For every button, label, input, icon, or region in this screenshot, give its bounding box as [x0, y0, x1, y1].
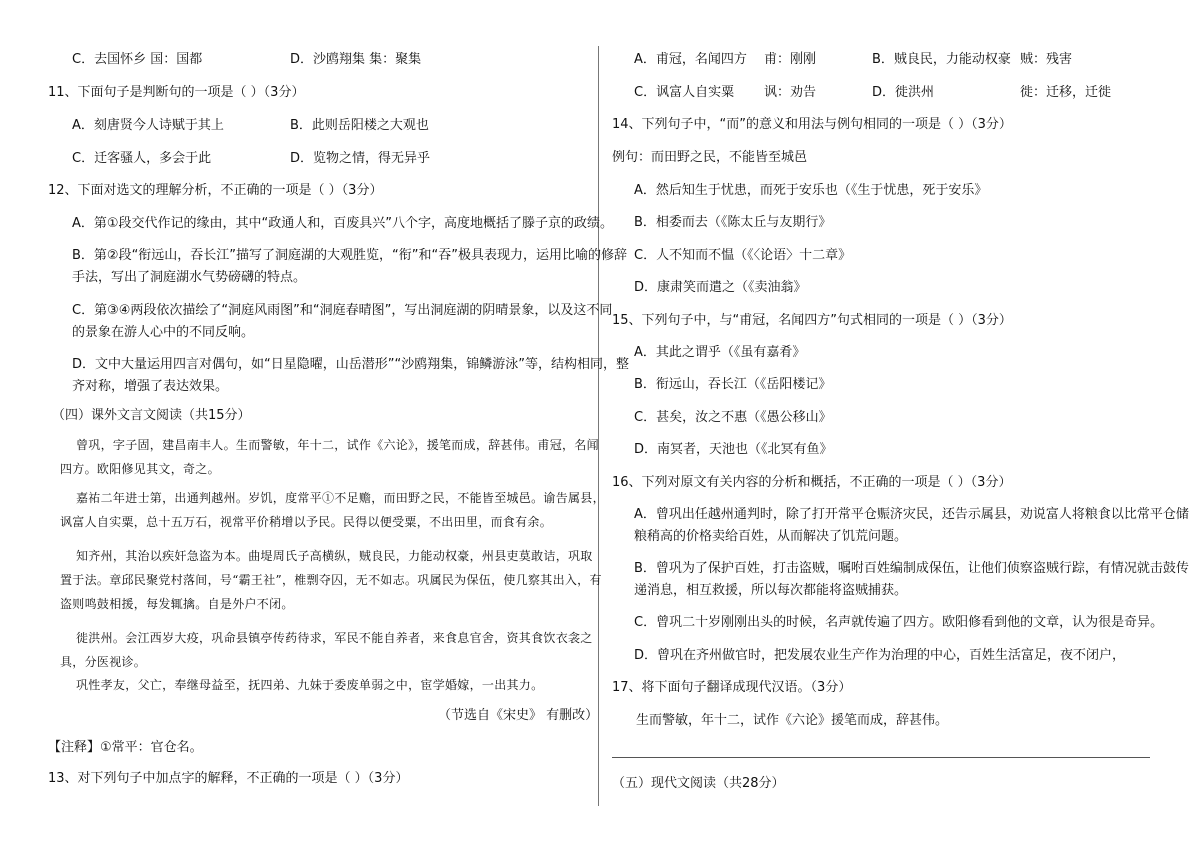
- q11-option-b: B．此则岳阳楼之大观也: [290, 118, 429, 133]
- q13-option-c-gloss: 讽：劝告: [764, 85, 817, 100]
- q15-option-b: B．衔远山，吞长江（《岳阳楼记》: [634, 377, 832, 392]
- passage-p3-line3: 盗则鸣鼓相援，每发辄擒。自是外户不闭。: [60, 597, 294, 611]
- q13-option-a-gloss: 甫：刚刚: [764, 52, 817, 67]
- q13-option-c: C．讽富人自实粟: [634, 85, 735, 100]
- q15-option-c: C．甚矣，汝之不惠（《愚公移山》: [634, 410, 832, 425]
- q12-option-c-line1: C．第③④两段依次描绘了“洞庭风雨图”和“洞庭春晴图”，写出洞庭湖的阴晴景象，以及这不同: [72, 303, 613, 318]
- annotation-note: 【注释】①常平：官仓名。: [48, 740, 203, 755]
- q11-option-a: A．刻唐贤今人诗赋于其上: [72, 118, 224, 133]
- q16-option-c: C．曾巩二十岁刚刚出头的时候，名声就传遍了四方。欧阳修看到他的文章，认为很是奇异。: [634, 615, 1164, 630]
- q13-stem: 13、对下列句子中加点字的解释，不正确的一项是（ ）（3分）: [48, 771, 409, 786]
- answer-line: [612, 757, 1150, 758]
- q11-option-c: C．迁客骚人，多会于此: [72, 151, 212, 166]
- q14-option-a: A．然后知生于忧患，而死于安乐也（《生于忧患，死于安乐》: [634, 183, 988, 198]
- q11-stem: 11、下面句子是判断句的一项是（ ）（3分）: [48, 85, 305, 100]
- q12-option-b-line1: B．第②段“衔远山，吞长江”描写了洞庭湖的大观胜览，“衔”和“吞”极具表现力，运用比喻的修辞: [72, 248, 627, 263]
- q13-option-b: B．贼良民，力能动权豪: [872, 52, 1011, 67]
- q10-option-d: D．沙鸥翔集 集：聚集: [290, 52, 422, 67]
- q12-option-d-line2: 齐对称，增强了表达效果。: [72, 379, 229, 394]
- passage-p4-line2: 具，分医视诊。: [60, 655, 147, 669]
- q13-option-b-gloss: 贼：残害: [1020, 52, 1073, 67]
- q12-option-b-line2: 手法，写出了洞庭湖水气势磅礴的特点。: [72, 270, 307, 285]
- q12-option-a: A．第①段交代作记的缘由，其中“政通人和，百废具兴”八个字，高度地概括了滕子京的政绩。: [72, 216, 614, 231]
- q15-stem: 15、下列句子中，与“甫冠，名闻四方”句式相同的一项是（ ）（3分）: [612, 313, 1012, 328]
- passage-p3-line2: 置于法。章邱民聚党村落间，号“霸王社”，椎剽夺囚，无不如志。巩属民为保伍，使几察其出入，有: [60, 573, 602, 587]
- q14-option-d: D．康肃笑而遣之（《卖油翁》: [634, 280, 807, 295]
- q15-option-d: D．南冥者，天池也（《北冥有鱼》: [634, 442, 833, 457]
- passage-p3-line1: 知齐州，其治以疾奸急盗为本。曲堤周氏子高横纵，贼良民，力能动权豪，州县吏莫敢诘，巩取: [76, 549, 593, 563]
- passage-p4-line1: 徙洪州。会江西岁大疫，巩命县镇亭传药待求，军民不能自养者，来食息官舍，资其食饮衣衾之: [76, 631, 593, 645]
- q16-option-a-line1: A．曾巩出任越州通判时，除了打开常平仓赈济灾民，还告示属县，劝说富人将粮食以比常平仓储: [634, 507, 1189, 522]
- q13-option-d-gloss: 徙：迁移，迁徙: [1020, 85, 1112, 100]
- q16-stem: 16、下列对原文有关内容的分析和概括，不正确的一项是（ ）（3分）: [612, 475, 1012, 490]
- q16-option-b-line1: B．曾巩为了保护百姓，打击盗贼，嘱咐百姓编制成保伍，让他们侦察盗贼行踪，有情况就击鼓传: [634, 561, 1189, 576]
- q14-option-b: B．相委而去（《陈太丘与友期行》: [634, 215, 832, 230]
- column-divider: [598, 46, 599, 806]
- q17-stem: 17、将下面句子翻译成现代汉语。（3分）: [612, 680, 852, 695]
- passage-p2-line2: 讽富人自实粟，总十五万石，视常平价稍增以予民。民得以便受粟，不出田里，而食有余。: [60, 515, 553, 529]
- q14-example: 例句：而田野之民，不能皆至城邑: [612, 150, 808, 165]
- q12-option-d-line1: D．文中大量运用四言对偶句，如“日星隐曜，山岳潜形”“沙鸥翔集，锦鳞游泳”等，结构相同，整: [72, 357, 629, 372]
- q15-option-a: A．其此之谓乎（《虽有嘉肴》: [634, 345, 806, 360]
- q16-option-b-line2: 递消息，相互救援，所以每次都能将盗贼捕获。: [634, 583, 908, 598]
- q12-option-c-line2: 的景象在游人心中的不同反响。: [72, 325, 255, 340]
- q10-option-c: C．去国怀乡 国：国都: [72, 52, 203, 67]
- q14-stem: 14、下列句子中，“而”的意义和用法与例句相同的一项是（ ）（3分）: [612, 117, 1012, 132]
- q17-sentence: 生而警敏，年十二，试作《六论》援笔而成，辞甚伟。: [636, 713, 949, 728]
- q13-option-a: A．甫冠，名闻四方: [634, 52, 747, 67]
- passage-source: （节选自《宋史》 有删改）: [438, 708, 599, 723]
- passage-p2-line1: 嘉祐二年进士第，出通判越州。岁饥，度常平①不足赡，而田野之民，不能皆至城邑。谕告属县，: [76, 491, 605, 505]
- passage-p1-line2: 四方。欧阳修见其文，奇之。: [60, 462, 220, 476]
- q11-option-d: D．览物之情，得无异乎: [290, 151, 431, 166]
- q16-option-a-line2: 粮稍高的价格卖给百姓，从而解决了饥荒问题。: [634, 529, 908, 544]
- passage-p1-line1: 曾巩，字子固，建昌南丰人。生而警敏，年十二，试作《六论》，援笔而成，辞甚伟。甫冠，名闻: [76, 438, 599, 452]
- q12-stem: 12、下面对选文的理解分析，不正确的一项是（ ）（3分）: [48, 183, 383, 198]
- section4-title: （四）课外文言文阅读（共15分）: [52, 408, 251, 423]
- q14-option-c: C．人不知而不愠（《〈论语〉十二章》: [634, 248, 852, 263]
- passage-p5-line1: 巩性孝友，父亡，奉继母益至，抚四弟、九妹于委废单弱之中，宦学婚嫁，一出其力。: [76, 678, 544, 692]
- section5-title: （五）现代文阅读（共28分）: [612, 776, 785, 791]
- q16-option-d: D．曾巩在齐州做官时，把发展农业生产作为治理的中心，百姓生活富足，夜不闭户，: [634, 648, 1126, 663]
- q13-option-d: D．徙洪州: [872, 85, 935, 100]
